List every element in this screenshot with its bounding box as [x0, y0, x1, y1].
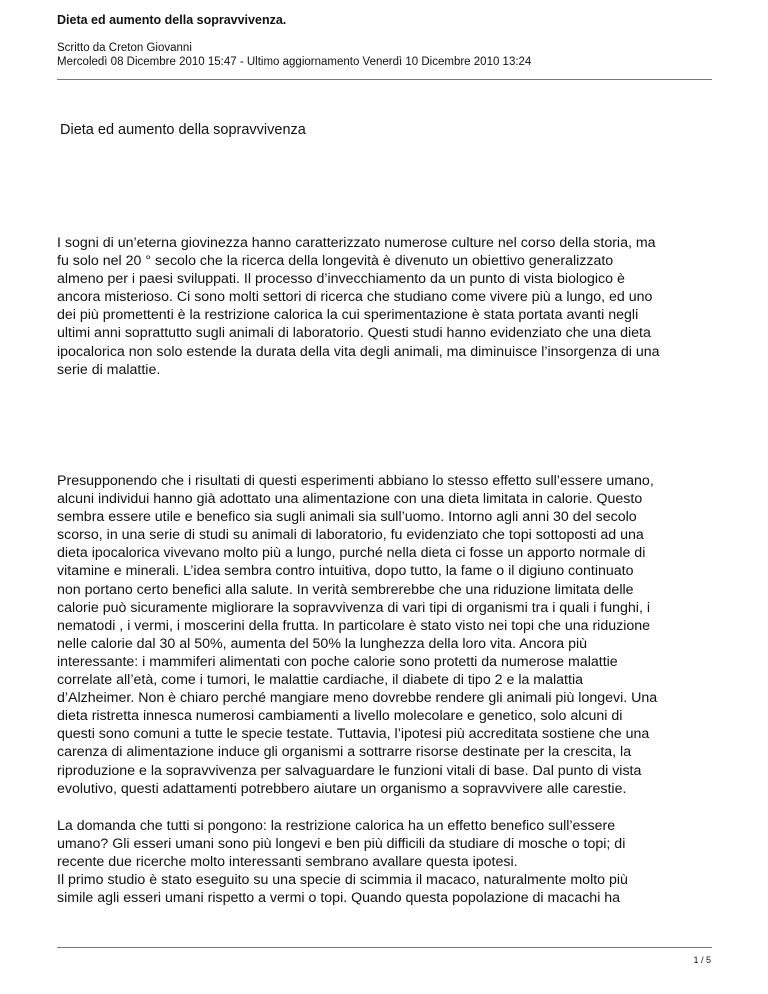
text-line: carenza di alimentazione induce gli organismi a sottrarre risorse destinate per la crescita, la: [57, 744, 632, 761]
text-line: Il primo studio è stato eseguito su una specie di scimmia il macaco, naturalmente molto più: [57, 872, 628, 889]
text-line: correlate all’età, come i tumori, le malattie cardiache, il diabete di tipo 2 e la malattia: [57, 672, 583, 689]
text-line: d’Alzheimer. Non è chiaro perché mangiare meno dovrebbe rendere gli animali più longevi. Una: [57, 690, 658, 707]
text-line: scorso, in una serie di studi su animali di laboratorio, fu evidenziato che topi sottoposti ad una: [57, 527, 644, 544]
text-line: simile agli esseri umani rispetto a vermi o topi. Quando questa popolazione di macachi ha: [57, 890, 621, 907]
paragraph-1: [57, 234, 717, 379]
text-line: vitamine e minerali. L’idea sembra contro intuitiva, dopo tutto, la fame o il digiuno continuato: [57, 563, 634, 580]
page-header: [57, 12, 712, 69]
paragraph-2: [57, 472, 717, 798]
header-divider: [57, 79, 712, 80]
text-line: La domanda che tutti si pongono: la restrizione calorica ha un effetto benefico sull’essere: [57, 818, 616, 834]
text-line: evolutivo, questi adattamenti potrebbero aiutare un organismo a sopravvivere alle carestie.: [57, 780, 627, 797]
text-line: almeno per i paesi sviluppati. Il processo d’invecchiamento da un punto di vista biologico è: [57, 271, 625, 288]
footer-divider: [57, 947, 712, 948]
text-line: alcuni individui hanno già adottato una alimentazione con una dieta limitata in calorie. Questo: [57, 491, 643, 508]
text-line: serie di malattie.: [57, 361, 161, 378]
text-line: interessante: i mammiferi alimentati con poche calorie sono protetti da numerose malattie: [57, 653, 618, 670]
text-line: nematodi , i vermi, i moscerini della frutta. In particolare è stato visto nei topi che una riduzione: [57, 617, 651, 634]
text-line: ultimi anni soprattutto sugli animali di laboratorio. Questi studi hanno evidenziato che una dieta: [57, 325, 651, 342]
text-line: dei più promettenti è la restrizione calorica la cui sperimentazione è stata portata avanti negli: [57, 307, 639, 324]
text-line: dieta ristretta innesca numerosi cambiamenti a livello molecolare e genetico, solo alcuni di: [57, 708, 623, 725]
text-line: Presupponendo che i risultati di questi esperimenti abbiano lo stesso effetto sull’essere umano,: [57, 473, 654, 489]
text-line: sembra essere utile e benefico sia sugli animali sia sull’uomo. Intorno agli anni 30 del secolo: [57, 509, 637, 526]
page-number: 1 / 5: [693, 955, 711, 965]
paragraph-3: [57, 817, 717, 907]
text-line: ancora misterioso. Ci sono molti settori di ricerca che studiano come vivere più a lungo, ed uno: [57, 289, 653, 306]
text-line: I sogni di un’eterna giovinezza hanno caratterizzato numerose culture nel corso della storia, ma: [57, 235, 656, 251]
text-line: fu solo nel 20 ° secolo che la ricerca della longevità è divenuto un obiettivo generalizzato: [57, 253, 614, 270]
header-dates: Mercoledì 08 Dicembre 2010 15:47 - Ultimo aggiornamento Venerdì 10 Dicembre 2010 13:24: [57, 56, 532, 68]
text-line: riproduzione e la sopravvivenza per salvaguardare le funzioni vitali di base. Dal punto di vista: [57, 762, 642, 779]
article-title: Dieta ed aumento della sopravvivenza: [60, 122, 306, 138]
header-title: Dieta ed aumento della sopravvivenza.: [57, 13, 287, 27]
text-line: umano? Gli esseri umani sono più longevi e ben più difficili da studiare di mosche o topi; di: [57, 836, 626, 853]
text-line: nelle calorie dal 30 al 50%, aumenta del 50% la lunghezza della loro vita. Ancora più: [57, 635, 588, 652]
header-author: Scritto da Creton Giovanni: [57, 42, 192, 54]
text-line: recente due ricerche molto interessanti sembrano avallare questa ipotesi.: [57, 854, 518, 871]
text-line: non portano certo benefici alla salute. In verità sembrerebbe che una riduzione limitata delle: [57, 581, 634, 598]
text-line: questi sono comuni a tutte le specie testate. Tuttavia, l’ipotesi più accreditata sostiene che una: [57, 726, 650, 743]
text-line: calorie può sicuramente migliorare la sopravvivenza di vari tipi di organismi tra i quali i funghi, i: [57, 599, 650, 616]
text-line: ipocalorica non solo estende la durata della vita degli animali, ma diminuisce l’insorgenza di una: [57, 343, 660, 360]
text-line: dieta ipocalorica vivevano molto più a lungo, purché nella dieta ci fosse un apporto normale di: [57, 545, 646, 562]
